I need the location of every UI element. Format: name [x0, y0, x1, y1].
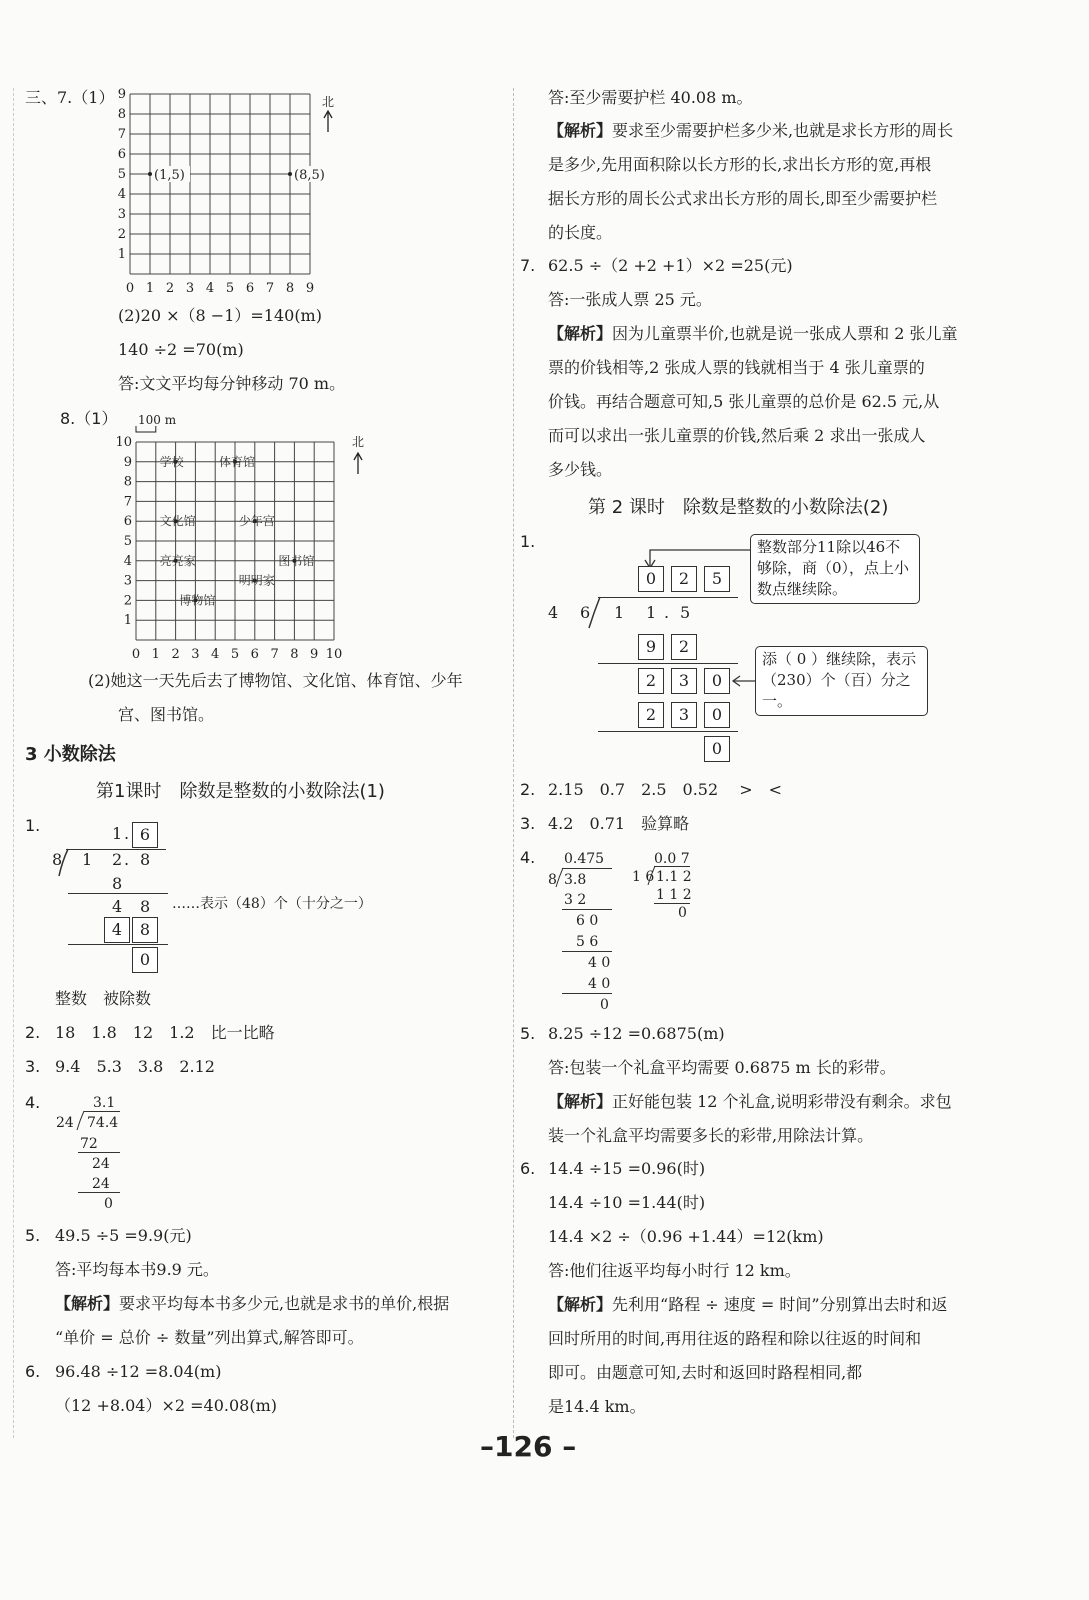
grid1-point: [288, 172, 292, 176]
r-top-analysis-4: 的长度。: [548, 223, 613, 242]
r-q7-analysis-2: 票的价钱相等,2 张成人票的钱就相当于 4 张儿童票的: [548, 358, 925, 377]
x-tick-label: 5: [230, 647, 240, 660]
l2-q1-dividend-3: 5: [680, 603, 691, 622]
q7-label: 三、7.（1）: [25, 88, 115, 107]
place-label: 明明家: [238, 573, 275, 588]
l1-q1-line-1: [68, 893, 168, 894]
l1-q1-bracket-top: [66, 849, 166, 850]
l1-q4-bracket-top: [84, 1111, 120, 1112]
l2-q4a-line-2: [562, 951, 612, 952]
l1-q1-bracket-curve: [58, 848, 72, 878]
y-tick-label: 7: [117, 127, 126, 142]
x-tick-label: 1: [145, 281, 155, 296]
y-tick-label: 8: [123, 474, 132, 490]
y-tick-label: 9: [123, 454, 132, 470]
x-tick-label: 8: [290, 647, 299, 660]
lesson1-title: 第1课时 除数是整数的小数除法(1): [96, 781, 385, 802]
x-tick-label: 2: [165, 281, 175, 296]
section-title: 3 小数除法: [25, 744, 116, 765]
l2-q5-analysis-2: 装一个礼盒平均需要多长的彩带,用除法计算。: [548, 1126, 874, 1145]
l2-q1-line-1: [598, 663, 738, 664]
l2-q1-s1-box-2: 2: [671, 634, 697, 660]
l2-q4a-divisor: 8: [548, 872, 557, 888]
y-tick-label: 2: [117, 227, 126, 242]
l2-q6-eq1: 14.4 ÷15 =0.96(时): [548, 1159, 706, 1178]
r-top-analysis-3: 据长方形的周长公式求出长方形的周长,即至少需要护栏: [548, 189, 938, 208]
r-q7-eq: 62.5 ÷（2 +2 +1）×2 =25(元): [548, 256, 793, 275]
l2-q5-analysis-1: 正好能包装 12 个礼盒,说明彩带没有剩余。求包: [612, 1092, 952, 1111]
scale-label: 100 m: [138, 413, 177, 427]
l2-q6-answer: 答:他们往返平均每小时行 12 km。: [548, 1261, 801, 1280]
x-tick-label: 2: [171, 647, 180, 660]
l2-q1-quotient-box-2: 2: [671, 566, 697, 592]
l2-q4a-step5: 4 0: [588, 976, 611, 992]
l2-q4a-quotient: 0.475: [564, 851, 605, 867]
l2-q1-callout-2: 添（ 0 ）继续除，表示（230）个（百）分之一。: [755, 646, 928, 716]
l2-q1-arrow-2: [730, 672, 758, 690]
x-tick-label: 4: [205, 281, 215, 296]
x-tick-label: 6: [250, 647, 259, 660]
l2-q6-analysis-4: 是14.4 km。: [548, 1397, 646, 1416]
l1-q4-bracket-curve: [76, 1110, 86, 1132]
l2-q4b-quotient: 0.0 7: [654, 851, 690, 867]
l2-q1-s1-box-1: 9: [638, 634, 664, 660]
l2-q4a-step4: 4 0: [588, 955, 611, 971]
l2-q6-eq2: 14.4 ÷10 =1.44(时): [548, 1193, 706, 1212]
x-tick-label: 3: [185, 281, 195, 296]
l2-q5-num: 5.: [520, 1024, 536, 1043]
r-q7-num: 7.: [520, 256, 536, 275]
column-divider: [513, 88, 514, 1438]
q7-line-3: 答:文文平均每分钟移动 70 m。: [118, 374, 346, 393]
l1-q5-analysis-tag: 【解析】: [55, 1294, 120, 1313]
r-q7-analysis-3: 价钱。再结合题意可知,5 张儿童票的总价是 62.5 元,从: [548, 392, 940, 411]
l1-q1-answer: 整数 被除数: [55, 989, 152, 1008]
l1-q1-dividend-2: 2: [112, 850, 123, 869]
l1-q2-text: 18 1.8 12 1.2 比一比略: [55, 1023, 275, 1042]
q7-line-1: (2)20 ×（8 −1）=140(m): [118, 306, 322, 325]
l2-q4a-step3: 5 6: [576, 934, 599, 950]
y-tick-label: 4: [123, 553, 132, 569]
l2-q1-bracket-top: [598, 597, 738, 598]
l1-q3-text: 9.4 5.3 3.8 2.12: [55, 1057, 215, 1076]
l2-q4a-step1: 3 2: [564, 892, 587, 908]
l1-q4-step2: 24: [92, 1156, 110, 1172]
l1-q5-analysis-2: “单价 = 总价 ÷ 数量”列出算式,解答即可。: [55, 1328, 364, 1347]
l1-q4-step3: 24: [92, 1176, 110, 1192]
l2-q6-analysis-3: 即可。由题意可知,去时和返回时路程相同,都: [548, 1363, 863, 1382]
place-label: 文化馆: [159, 514, 196, 529]
y-tick-label: 4: [117, 187, 126, 202]
l1-q5-answer: 答:平均每本书9.9 元。: [55, 1260, 219, 1279]
l2-q1-rem-box: 0: [704, 736, 730, 762]
l2-q4b-step1: 1 1 2: [656, 887, 692, 903]
l2-q1-num: 1.: [520, 532, 536, 551]
l1-q1-step1: 8: [112, 874, 123, 893]
l1-q5-num: 5.: [25, 1226, 41, 1245]
q8-label: 8.（1）: [60, 409, 118, 428]
q7-line-2: 140 ÷2 =70(m): [118, 340, 244, 359]
r-top-analysis-2: 是多少,先用面积除以长方形的长,求出长方形的宽,再根: [548, 155, 932, 174]
l1-q1-rem-box: 0: [132, 947, 158, 973]
left-margin-rule: [13, 88, 14, 1438]
l2-q4a-step2: 6 0: [576, 913, 599, 929]
l1-q1-num: 1.: [25, 816, 41, 835]
l1-q6-eq1: 96.48 ÷12 =8.04(m): [55, 1362, 222, 1381]
place-label: 亮亮家: [159, 553, 196, 568]
y-tick-label: 1: [117, 247, 126, 262]
l2-q4-num: 4.: [520, 848, 536, 867]
l2-q4a-dividend: 3.8: [564, 872, 587, 888]
x-tick-label: 9: [310, 647, 319, 660]
l1-q1-quotient-dot: .: [124, 824, 130, 843]
coordinate-grid-2: [110, 408, 380, 660]
r-top-analysis-tag: 【解析】: [548, 121, 613, 140]
l1-q1-divisor: 8: [52, 850, 63, 869]
grid1-point: [148, 172, 152, 176]
l2-q4a-line-3: [562, 993, 612, 994]
y-tick-label: 5: [117, 167, 126, 182]
page-number: –126 –: [480, 1430, 577, 1463]
l1-q3-num: 3.: [25, 1057, 41, 1076]
l2-q5-answer: 答:包装一个礼盒平均需要 0.6875 m 长的彩带。: [548, 1058, 896, 1077]
l1-q1-dividend-dot: .: [124, 850, 130, 869]
r-q7-analysis-4: 而可以求出一张儿童票的价钱,然后乘 2 求出一张成人: [548, 426, 926, 445]
x-tick-label: 3: [191, 647, 200, 660]
l2-q5-analysis-tag: 【解析】: [548, 1092, 613, 1111]
l1-q2-num: 2.: [25, 1023, 41, 1042]
l2-q1-s2-box-2: 3: [671, 668, 697, 694]
x-tick-label: 1: [151, 647, 160, 660]
l2-q1-s2-box-3: 0: [704, 668, 730, 694]
l2-q6-analysis-2: 回时所用的时间,再用往返的路程和除以往返的时间和: [548, 1329, 922, 1348]
l1-q1-step2-b: 8: [140, 897, 151, 916]
l2-q4b-divisor: 1 6: [632, 869, 655, 885]
l1-q4-quotient: 3.1: [93, 1095, 116, 1111]
l1-q6-eq2: （12 +8.04）×2 =40.08(m): [55, 1396, 278, 1415]
grid1-point-label: (1,5): [154, 168, 185, 183]
x-tick-label: 7: [270, 647, 279, 660]
l2-q1-dividend-1: 1: [614, 603, 625, 622]
y-tick-label: 6: [123, 514, 132, 530]
l2-q6-num: 6.: [520, 1159, 536, 1178]
y-tick-label: 9: [117, 87, 126, 102]
r-q7-analysis-1: 因为儿童票半价,也就是说一张成人票和 2 张儿童: [612, 324, 958, 343]
place-label: 学校: [159, 454, 184, 469]
x-tick-label: 6: [245, 281, 255, 296]
coordinate-grid-1: [110, 86, 350, 296]
l1-q5-eq: 49.5 ÷5 =9.9(元): [55, 1226, 192, 1245]
r-top-answer: 答:至少需要护栏 40.08 m。: [548, 88, 753, 107]
l1-q1-quotient-box: 6: [132, 822, 158, 848]
x-tick-label: 7: [265, 281, 275, 296]
l2-q6-analysis-tag: 【解析】: [548, 1295, 613, 1314]
l1-q5-analysis-1: 要求平均每本书多少元,也就是求书的单价,根据: [119, 1294, 450, 1313]
l2-q4a-line-1: [562, 909, 612, 910]
l2-q1-s3-box-2: 3: [671, 702, 697, 728]
l2-q1-quotient-box-1: 0: [638, 566, 664, 592]
l1-q4-dividend: 74.4: [87, 1115, 119, 1131]
l2-q4a-rem: 0: [600, 997, 609, 1013]
r-top-analysis-1: 要求至少需要护栏多少米,也就是求长方形的周长: [612, 121, 954, 140]
l2-q1-s3-box-3: 0: [704, 702, 730, 728]
l2-q1-callout-1: 整数部分11除以46不够除，商（0），点上小数点继续除。: [750, 534, 920, 604]
l1-q1-step3-box-b: 8: [132, 917, 158, 943]
x-tick-label: 5: [225, 281, 235, 296]
l1-q4-step1: 72: [80, 1136, 98, 1152]
l2-q1-dividend-dot: .: [664, 603, 670, 622]
y-tick-label: 5: [123, 534, 132, 549]
place-label: 博物馆: [179, 593, 216, 608]
y-tick-label: 1: [123, 613, 132, 629]
l2-q3-num: 3.: [520, 814, 536, 833]
r-q7-answer: 答:一张成人票 25 元。: [548, 290, 712, 309]
l2-q1-dividend-2: 1: [646, 603, 657, 622]
r-q7-analysis-tag: 【解析】: [548, 324, 613, 343]
l1-q4-line-2: [78, 1192, 120, 1193]
l2-q2-num: 2.: [520, 780, 536, 799]
l2-q1-quotient-box-3: 5: [704, 566, 730, 592]
y-tick-label: 7: [123, 494, 132, 510]
l1-q4-line-1: [78, 1152, 120, 1153]
r-q7-analysis-5: 多少钱。: [548, 460, 613, 479]
l2-q2-text: 2.15 0.7 2.5 0.52 > <: [548, 780, 783, 799]
l2-q5-analysis-row1: [548, 1092, 952, 1112]
l2-q1-s2-box-1: 2: [638, 668, 664, 694]
x-tick-label: 0: [131, 647, 141, 660]
l1-q5-analysis: [55, 1294, 449, 1314]
l2-q1-s3-box-1: 2: [638, 702, 664, 728]
r-top-analysis-row1: [548, 121, 953, 141]
x-tick-label: 4: [211, 647, 220, 660]
l1-q1-dividend-1: 1: [82, 850, 93, 869]
place-label: 图书馆: [278, 553, 315, 568]
l1-q4-num: 4.: [25, 1093, 41, 1112]
l1-q1-line-2: [68, 944, 168, 945]
l1-q1-step2-a: 4: [112, 897, 123, 916]
l2-q3-text: 4.2 0.71 验算略: [548, 814, 690, 833]
l2-q1-line-2: [598, 731, 738, 732]
place-label: 体育馆: [219, 454, 256, 469]
l2-q6-eq3: 14.4 ×2 ÷（0.96 +1.44）=12(km): [548, 1227, 824, 1246]
l1-q1-step3-box-a: 4: [104, 917, 130, 943]
l1-q1-dividend-3: 8: [140, 850, 151, 869]
l2-q4b-rem: 0: [678, 905, 687, 921]
grid1-point-label: (8,5): [294, 168, 325, 183]
l2-q4b-dividend: 1.1 2: [656, 869, 692, 885]
l2-q1-divisor-1: 4: [548, 603, 559, 622]
x-tick-label: 0: [125, 281, 135, 296]
l1-q4-rem: 0: [104, 1196, 113, 1212]
l2-q6-analysis-1: 先利用“路程 ÷ 速度 = 时间”分别算出去时和返: [612, 1295, 948, 1314]
l2-q1-divisor-2: 6: [580, 603, 591, 622]
place-label: 少年宫: [238, 514, 275, 529]
y-tick-label: 3: [123, 573, 132, 589]
l1-q1-quotient-1: 1: [112, 824, 123, 843]
y-tick-label: 6: [117, 147, 126, 162]
x-tick-label: 8: [285, 281, 295, 296]
l1-q6-num: 6.: [25, 1362, 41, 1381]
q8-line-2: 宫、图书馆。: [118, 705, 215, 724]
north-label-2: 北: [351, 435, 365, 449]
x-tick-label: 9: [305, 281, 315, 296]
q8-line-1: (2)她这一天先后去了博物馆、文化馆、体育馆、少年: [88, 671, 463, 690]
y-tick-label: 10: [115, 435, 132, 450]
y-tick-label: 2: [123, 593, 132, 609]
y-tick-label: 3: [117, 207, 126, 222]
l2-q5-eq: 8.25 ÷12 =0.6875(m): [548, 1024, 725, 1043]
y-tick-label: 8: [117, 107, 126, 122]
north-label: 北: [321, 95, 335, 109]
l2-q6-analysis-row1: [548, 1295, 948, 1315]
x-tick-label: 10: [325, 647, 343, 660]
r-q7-analysis-row1: [548, 324, 957, 344]
l1-q1-note: ……表示（48）个（十分之一）: [172, 896, 372, 912]
l2-q4a-bracket-top: [562, 868, 612, 869]
l1-q4-divisor: 24: [56, 1115, 74, 1131]
lesson2-title: 第 2 课时 除数是整数的小数除法(2): [588, 497, 889, 518]
